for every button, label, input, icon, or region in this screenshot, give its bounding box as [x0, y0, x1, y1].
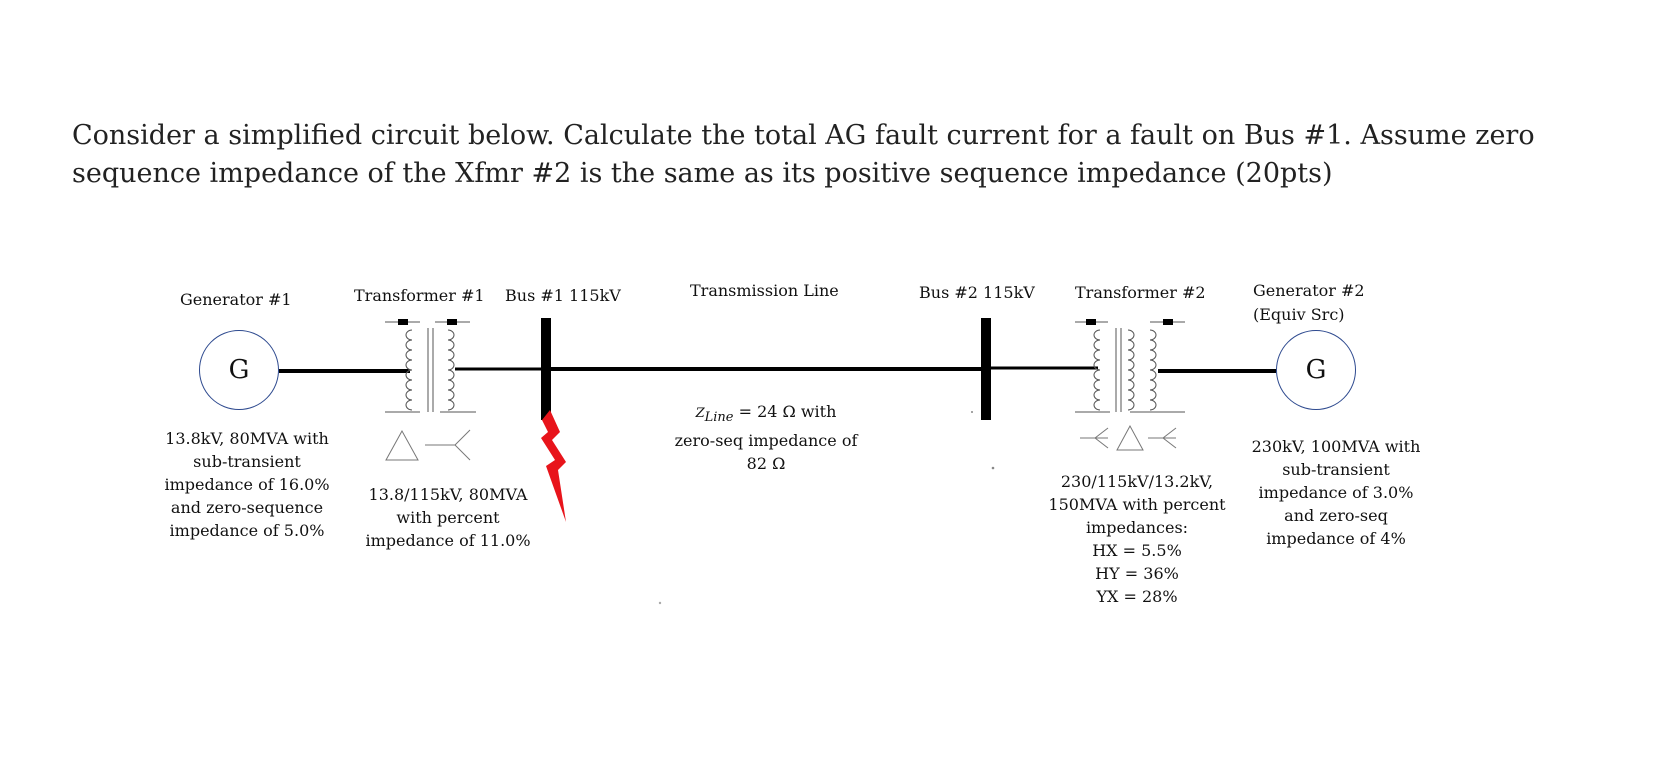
generator1-title: Generator #1: [180, 290, 292, 309]
bus1-title: Bus #1 115kV: [505, 286, 621, 305]
generator2-spec-line: 230kV, 100MVA with: [1251, 437, 1421, 456]
transformer2-symbol: [1075, 319, 1185, 412]
transmission-line-title: Transmission Line: [690, 281, 839, 300]
transformer1-title: Transformer #1: [354, 286, 485, 305]
generator1-spec-line: impedance of 5.0%: [169, 521, 325, 540]
transformer1-spec-line: with percent: [396, 508, 500, 527]
bus1-bar: [541, 318, 551, 420]
wye-delta-wye-symbol: [1080, 426, 1176, 450]
transmission-line-spec: [675, 400, 858, 475]
z-subscript: Line: [704, 410, 734, 426]
generator1-circle: G: [199, 330, 279, 410]
generator1-spec-line: 13.8kV, 80MVA with: [165, 429, 329, 448]
generator1-spec-line: and zero-sequence: [170, 498, 324, 517]
generator2-subtitle: (Equiv Src): [1253, 305, 1345, 324]
transformer2-spec-line: YX = 28%: [1096, 587, 1178, 606]
line-impedance-equation: [675, 400, 858, 429]
z-value: = 24 Ω with: [733, 402, 837, 421]
transformer2-spec: [1048, 470, 1225, 608]
transformer1-spec-line: 13.8/115kV, 80MVA: [368, 485, 528, 504]
transformer1-spec-line: impedance of 11.0%: [365, 531, 531, 550]
generator2-spec-line: impedance of 4%: [1266, 529, 1406, 548]
generator2-circle: G: [1276, 330, 1356, 410]
question-text: Consider a simplified circuit below. Calculate the total AG fault current for a fault on Bus #1. Assume zero sequence impedance of the Xfmr #2 is the same as its positive sequence impedance (20pts): [72, 120, 1535, 189]
transformer2-title: Transformer #2: [1075, 283, 1206, 302]
z-symbol: Z: [695, 406, 705, 421]
generator1-spec-line: impedance of 16.0%: [164, 475, 330, 494]
line-spec-line: 82 Ω: [746, 454, 786, 474]
transformer2-spec-line: HY = 36%: [1095, 564, 1179, 583]
transformer1-symbol: [385, 319, 476, 412]
generator2-spec-line: sub-transient: [1282, 460, 1390, 479]
transformer2-spec-line: 150MVA with percent: [1048, 495, 1226, 514]
fault-lightning-bolt: [541, 410, 566, 522]
generator2-spec: [1252, 435, 1421, 550]
generator2-title: Generator #2: [1253, 281, 1365, 300]
transformer1-spec: [365, 483, 530, 552]
transformer2-spec-line: 230/115kV/13.2kV,: [1060, 472, 1214, 491]
generator1-spec: [164, 427, 329, 542]
bus2-title: Bus #2 115kV: [919, 283, 1035, 302]
line-spec-line: zero-seq impedance of: [674, 431, 858, 451]
transformer2-spec-line: HX = 5.5%: [1092, 541, 1182, 560]
generator2-spec-line: impedance of 3.0%: [1258, 483, 1414, 502]
bus2-bar: [981, 318, 991, 420]
transformer2-spec-line: impedances:: [1085, 518, 1189, 537]
delta-wye-symbol: [386, 430, 470, 460]
generator2-spec-line: and zero-seq: [1284, 506, 1388, 525]
generator1-spec-line: sub-transient: [193, 452, 301, 471]
